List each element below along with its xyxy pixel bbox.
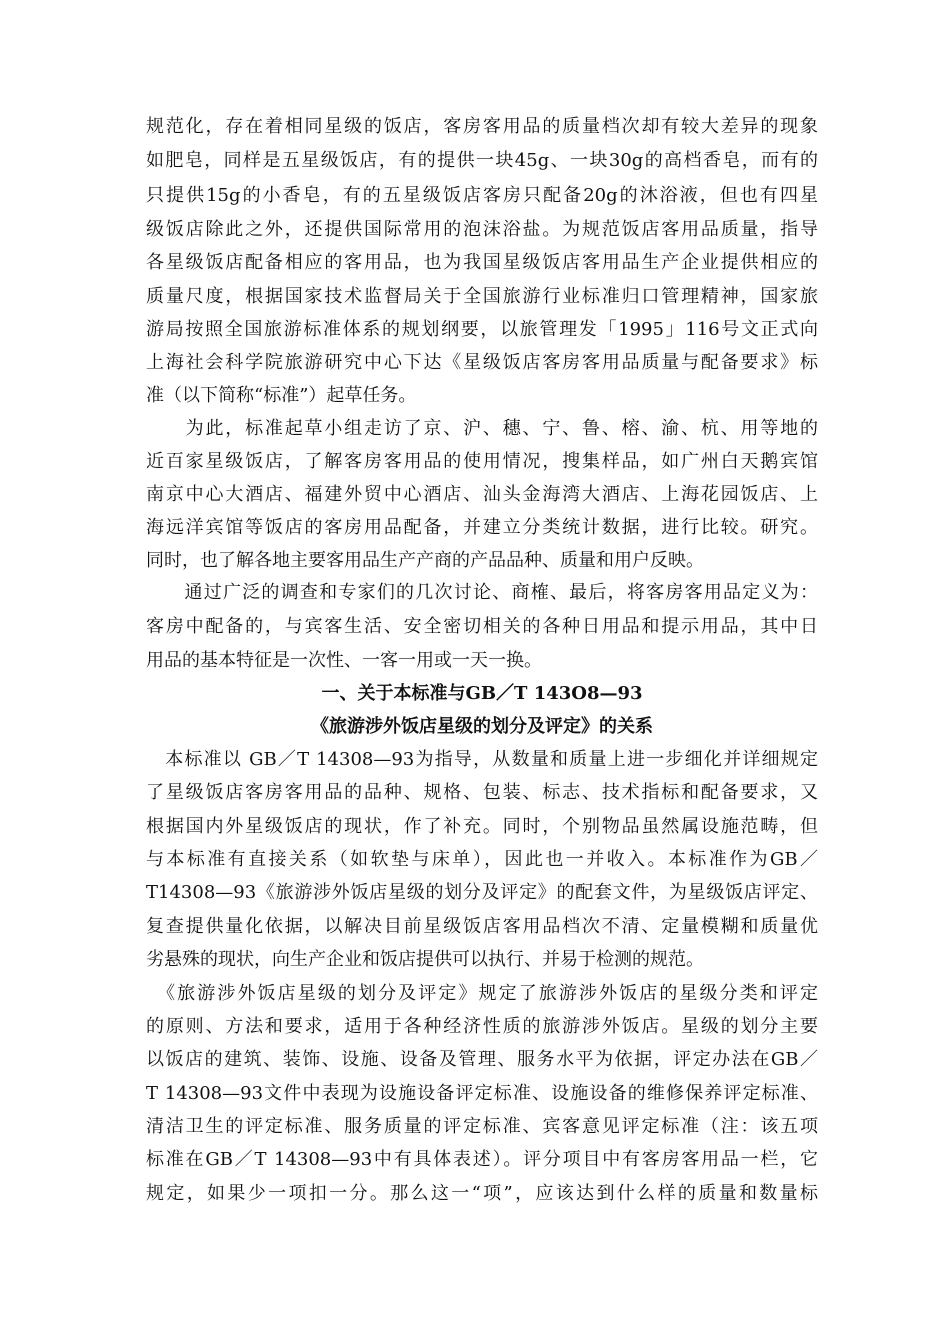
text-line: 劣悬殊的现状，向生产企业和饭店提供可以执行、并易于检测的规范。 xyxy=(146,949,704,970)
text-line: 用品的基本特征是一次性、一客一用或一天一换。 xyxy=(146,650,542,671)
text-line: 清洁卫生的评定标准、服务质量的评定标准、宾客意见评定标准（注：该五项 xyxy=(146,1116,818,1137)
text-line: 与本标准有直接关系（如软垫与床单），因此也一并收入。本标准作为GB／ xyxy=(146,849,818,870)
text-line: 标准在GB／T 14308—93中有具体表述）。评分项目中有客房客用品一栏，它 xyxy=(146,1149,818,1170)
section-heading-subtitle: 《旅游涉外饭店星级的划分及评定》的关系 xyxy=(311,716,653,737)
text-line: 如肥皂，同样是五星级饭店，有的提供一块45g、一块30g的高档香皂，而有的 xyxy=(146,150,818,171)
text-line: 客房中配备的，与宾客生活、安全密切相关的各种日用品和提示用品，其中日 xyxy=(146,616,818,637)
text-line: 《旅游涉外饭店星级的划分及评定》规定了旅游涉外饭店的星级分类和评定 xyxy=(146,983,818,1004)
text-line: 了星级饭店客房客用品的品种、规格、包装、标志、技术指标和配备要求，又 xyxy=(146,782,818,803)
text-line: 根据国内外星级饭店的现状，作了补充。同时，个别物品虽然属设施范畴，但 xyxy=(146,816,818,837)
text-line: 规定，如果少一项扣一分。那么这一“项”，应该达到什么样的质量和数量标 xyxy=(146,1183,818,1204)
text-line: 海远洋宾馆等饭店的客房用品配备，并建立分类统计数据，进行比较。研究。 xyxy=(146,517,818,538)
text-line: 游局按照全国旅游标准体系的规划纲要，以旅管理发「1995」116号文正式向 xyxy=(146,319,818,340)
text-line: 准（以下简称“标准”）起草任务。 xyxy=(146,385,417,406)
text-line: T 14308—93文件中表现为设施设备评定标准、设施设备的维修保养评定标准、 xyxy=(146,1083,818,1104)
text-line: 同时，也了解各地主要客用品生产产商的产品品种、质量和用户反映。 xyxy=(146,550,704,571)
text-line: 级饭店除此之外，还提供国际常用的泡沫浴盐。为规范饭店客用品质量，指导 xyxy=(146,219,818,240)
text-line: 通过广泛的调查和专家们的几次讨论、商榷、最后，将客房客用品定义为： xyxy=(146,582,818,603)
text-line: 复查提供量化依据，以解决目前星级饭店客用品档次不清、定量模糊和质量优 xyxy=(146,916,818,937)
text-line: 的原则、方法和要求，适用于各种经济性质的旅游涉外饭店。星级的划分主要 xyxy=(146,1016,818,1037)
text-line: 规范化，存在着相同星级的饭店，客房客用品的质量档次却有较大差异的现象 xyxy=(146,116,818,137)
text-line: 南京中心大酒店、福建外贸中心酒店、汕头金海湾大酒店、上海花园饭店、上 xyxy=(146,484,818,505)
text-line: 以饭店的建筑、装饰、设施、设备及管理、服务水平为依据，评定办法在GB／ xyxy=(146,1049,818,1070)
text-line: T14308—93《旅游涉外饭店星级的划分及评定》的配套文件，为星级饭店评定、 xyxy=(146,882,818,903)
text-line: 各星级饭店配备相应的客用品，也为我国星级饭店客用品生产企业提供相应的 xyxy=(146,252,818,273)
text-line: 只提供15g的小香皂，有的五星级饭店客房只配备20g的沐浴液，但也有四星 xyxy=(146,185,818,206)
section-heading: 一、关于本标准与GB／T 143O8—93 xyxy=(321,683,643,704)
text-line: 质量尺度，根据国家技术监督局关于全国旅游行业标准归口管理精神，国家旅 xyxy=(146,286,818,307)
text-line: 上海社会科学院旅游研究中心下达《星级饭店客房客用品质量与配备要求》标 xyxy=(146,352,818,373)
text-line: 近百家星级饭店，了解客房客用品的使用情况，搜集样品，如广州白天鹅宾馆 xyxy=(146,451,818,472)
text-line: 本标准以 GB／T 14308—93为指导，从数量和质量上进一步细化并详细规定 xyxy=(146,749,818,770)
text-line: 为此，标准起草小组走访了京、沪、穗、宁、鲁、榕、渝、杭、用等地的 xyxy=(146,418,818,439)
